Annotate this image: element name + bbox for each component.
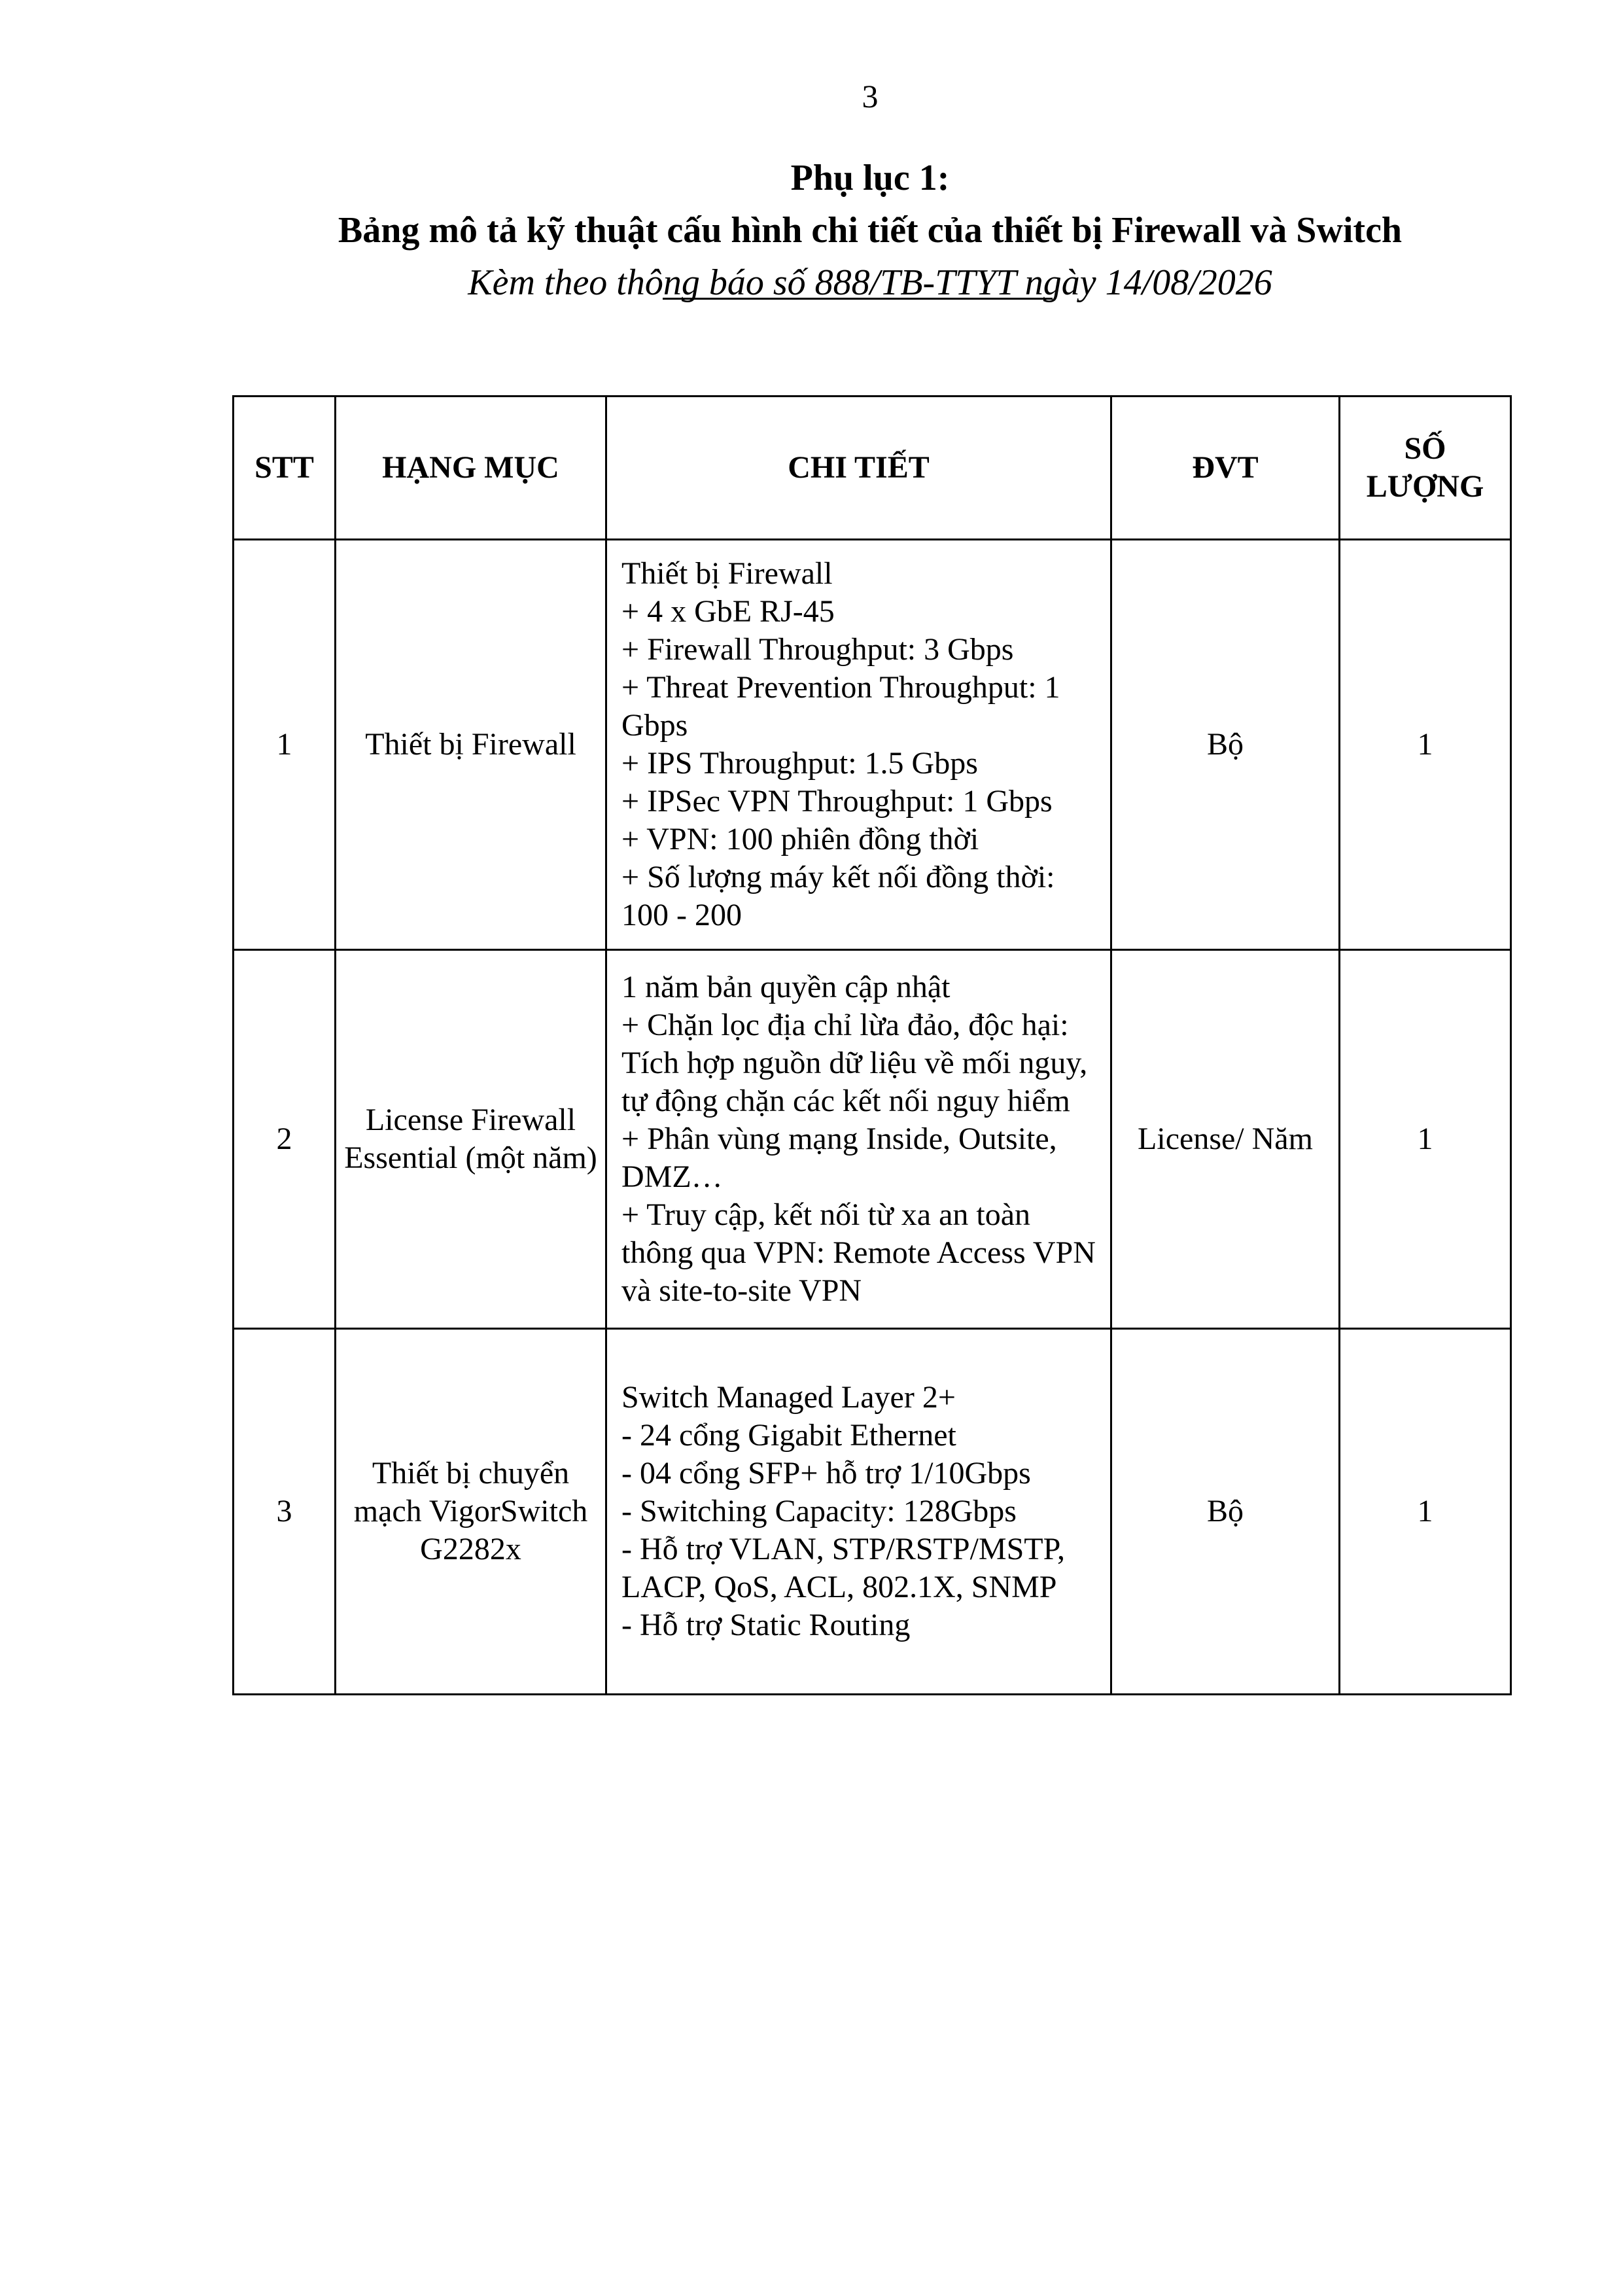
- header-quantity-line2: LƯỢNG: [1366, 469, 1484, 504]
- cell-stt: 2: [234, 950, 336, 1329]
- detail-line: Thiết bị Firewall: [621, 556, 833, 591]
- table-row: [234, 950, 1511, 1329]
- detail-line: + Phân vùng mạng Inside, Outsite, DMZ…: [621, 1122, 1057, 1194]
- detail-line: - 24 cổng Gigabit Ethernet: [621, 1418, 956, 1453]
- cell-stt: 3: [234, 1329, 336, 1695]
- cell-detail: [606, 540, 1111, 950]
- detail-line: + Truy cập, kết nối từ xa an toàn thông qua VPN: Remote Access VPN và site-to-site VPN: [621, 1197, 1096, 1308]
- spec-table: [232, 395, 1512, 1695]
- cell-item: Thiết bị chuyển mạch VigorSwitch G2282x: [336, 1329, 606, 1695]
- reference-line: Kèm theo thông báo số 888/TB-TTYT ngày 14/08/2026: [468, 262, 1272, 303]
- header-unit: ĐVT: [1111, 397, 1340, 540]
- cell-detail: [606, 1329, 1111, 1695]
- document-heading: [0, 152, 1623, 309]
- cell-item: License Firewall Essential (một năm): [336, 950, 606, 1329]
- detail-line: + IPS Throughput: 1.5 Gbps: [621, 746, 978, 781]
- header-detail: CHI TIẾT: [606, 397, 1111, 540]
- cell-quantity: 1: [1340, 1329, 1511, 1695]
- detail-line: + IPSec VPN Throughput: 1 Gbps: [621, 784, 1053, 819]
- detail-line: + Threat Prevention Throughput: 1 Gbps: [621, 670, 1060, 743]
- detail-line: - Switching Capacity: 128Gbps: [621, 1494, 1017, 1528]
- cell-item: Thiết bị Firewall: [336, 540, 606, 950]
- detail-line: + Firewall Throughput: 3 Gbps: [621, 632, 1014, 667]
- appendix-title: Phụ lục 1:: [790, 158, 950, 198]
- cell-unit: Bộ: [1111, 540, 1340, 950]
- cell-unit: License/ Năm: [1111, 950, 1340, 1329]
- detail-line: - Hỗ trợ VLAN, STP/RSTP/MSTP, LACP, QoS, ACL, 802.1X, SNMP: [621, 1532, 1065, 1604]
- cell-quantity: 1: [1340, 540, 1511, 950]
- table-row: [234, 540, 1511, 950]
- detail-line: - 04 cổng SFP+ hỗ trợ 1/10Gbps: [621, 1456, 1031, 1491]
- detail-line: + Số lượng máy kết nối đồng thời: 100 - 200: [621, 860, 1055, 932]
- detail-line: + 4 x GbE RJ-45: [621, 594, 835, 629]
- detail-line: Switch Managed Layer 2+: [621, 1380, 956, 1415]
- cell-quantity: 1: [1340, 950, 1511, 1329]
- detail-line: 1 năm bản quyền cập nhật: [621, 970, 951, 1004]
- cell-stt: 1: [234, 540, 336, 950]
- header-quantity: [1340, 397, 1511, 540]
- page-number: 3: [862, 78, 879, 115]
- header-quantity-line1: SỐ: [1404, 431, 1446, 466]
- cell-unit: Bộ: [1111, 1329, 1340, 1695]
- appendix-subtitle: Bảng mô tả kỹ thuật cấu hình chi tiết của thiết bị Firewall và Switch: [338, 210, 1403, 251]
- header-item: HẠNG MỤC: [336, 397, 606, 540]
- detail-line: + VPN: 100 phiên đồng thời: [621, 822, 979, 857]
- table-row: [234, 1329, 1511, 1695]
- cell-detail: [606, 950, 1111, 1329]
- table-header-row: [234, 397, 1511, 540]
- heading-divider: [663, 298, 1053, 300]
- detail-line: - Hỗ trợ Static Routing: [621, 1608, 911, 1642]
- detail-line: + Chặn lọc địa chỉ lừa đảo, độc hại: Tích hợp nguồn dữ liệu về mối nguy, tự động chặn các kết nối nguy hiểm: [621, 1008, 1088, 1118]
- header-stt: STT: [234, 397, 336, 540]
